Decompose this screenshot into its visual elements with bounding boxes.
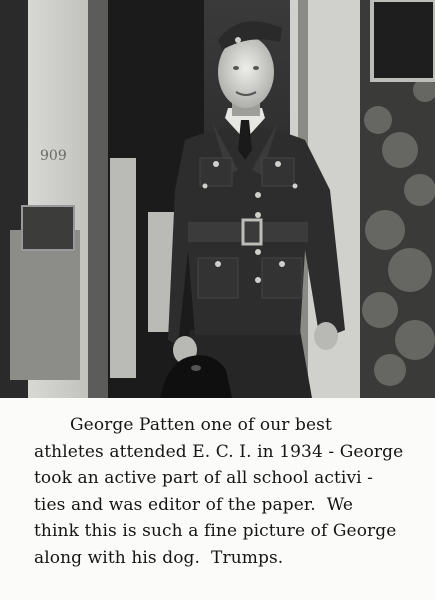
- caption-line: athletes attended E. C. I. in 1934 - George: [34, 441, 404, 462]
- caption-line: took an active part of all school activi -: [34, 468, 374, 488]
- caption-line: ties and was editor of the paper. We: [34, 494, 354, 515]
- caption-line: along with his dog. Trumps.: [34, 547, 284, 568]
- mailbox-plate: [22, 206, 74, 250]
- caption-line: think this is such a fine picture of George: [34, 521, 397, 541]
- caption-line: George Patten one of our best: [70, 415, 332, 435]
- house-number: 909: [40, 148, 67, 164]
- photo-caption: [34, 412, 419, 571]
